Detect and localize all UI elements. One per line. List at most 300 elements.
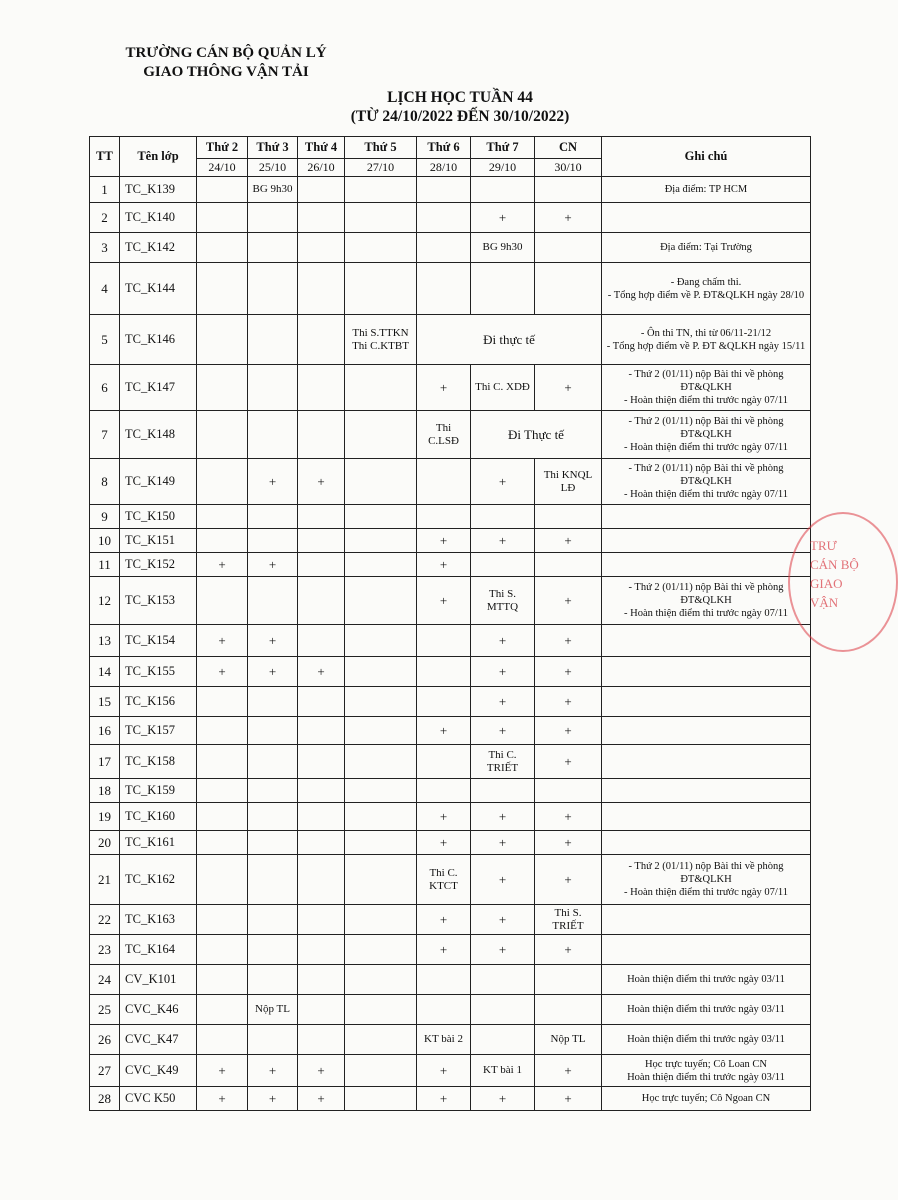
note-cell: - Thứ 2 (01/11) nộp Bài thi về phòng ĐT&QLKH - Hoàn thiện điểm thi trước ngày 07/11 (602, 365, 811, 411)
schedule-cell (248, 203, 298, 233)
header-day: Thứ 2 (197, 137, 248, 159)
schedule-cell (197, 529, 248, 553)
schedule-cell (197, 411, 248, 459)
schedule-cell (417, 177, 471, 203)
note-cell: Học trực tuyến; Cô Ngoan CN (602, 1087, 811, 1111)
schedule-cell: + (535, 577, 602, 625)
schedule-cell (345, 1025, 417, 1055)
row-number: 18 (90, 779, 120, 803)
schedule-cell: + (535, 1055, 602, 1087)
table-row (90, 965, 811, 995)
header-day: Thứ 5 (345, 137, 417, 159)
schedule-cell (471, 995, 535, 1025)
schedule-cell (248, 263, 298, 315)
schedule-cell (197, 177, 248, 203)
schedule-cell (417, 687, 471, 717)
note-cell (602, 935, 811, 965)
header-date: 29/10 (471, 159, 535, 177)
table-row (90, 905, 811, 935)
note-cell: - Đang chấm thi. - Tổng hợp điểm về P. ĐT&QLKH ngày 28/10 (602, 263, 811, 315)
table-row (90, 717, 811, 745)
table-row (90, 365, 811, 411)
schedule-cell: + (197, 1055, 248, 1087)
note-cell: Hoàn thiện điểm thi trước ngày 03/11 (602, 1025, 811, 1055)
table-row (90, 233, 811, 263)
schedule-cell (298, 779, 345, 803)
schedule-cell (248, 717, 298, 745)
schedule-cell: + (535, 687, 602, 717)
schedule-cell (471, 553, 535, 577)
row-number: 13 (90, 625, 120, 657)
schedule-cell (345, 263, 417, 315)
table-row (90, 411, 811, 459)
class-name: CV_K101 (120, 965, 197, 995)
note-cell: Hoàn thiện điểm thi trước ngày 03/11 (602, 995, 811, 1025)
table-row (90, 203, 811, 233)
schedule-cell (345, 717, 417, 745)
header-day: Thứ 3 (248, 137, 298, 159)
note-cell (602, 529, 811, 553)
schedule-cell (248, 529, 298, 553)
note-cell (602, 625, 811, 657)
schedule-title-line-1: LỊCH HỌC TUẦN 44 (387, 89, 533, 106)
table-row (90, 577, 811, 625)
row-number: 20 (90, 831, 120, 855)
schedule-cell (345, 855, 417, 905)
schedule-cell: + (471, 855, 535, 905)
class-name: TC_K157 (120, 717, 197, 745)
schedule-cell (248, 365, 298, 411)
schedule-cell: + (535, 529, 602, 553)
class-name: TC_K139 (120, 177, 197, 203)
class-name: TC_K164 (120, 935, 197, 965)
header-day: Thứ 6 (417, 137, 471, 159)
schedule-cell: + (535, 203, 602, 233)
class-name: TC_K142 (120, 233, 197, 263)
header-date: 30/10 (535, 159, 602, 177)
class-name: TC_K162 (120, 855, 197, 905)
stamp-text: TRƯ (810, 538, 837, 553)
row-number: 14 (90, 657, 120, 687)
schedule-cell: + (248, 1055, 298, 1087)
schedule-cell: + (298, 657, 345, 687)
schedule-cell: + (197, 657, 248, 687)
note-cell (602, 717, 811, 745)
class-name: TC_K152 (120, 553, 197, 577)
schedule-cell (197, 779, 248, 803)
schedule-cell (298, 687, 345, 717)
table-row (90, 625, 811, 657)
table-row (90, 1087, 811, 1111)
schedule-cell: + (535, 803, 602, 831)
table-row (90, 553, 811, 577)
schedule-cell (298, 803, 345, 831)
note-cell: Hoàn thiện điểm thi trước ngày 03/11 (602, 965, 811, 995)
schedule-cell: + (471, 657, 535, 687)
schedule-cell: + (417, 935, 471, 965)
header-date: 27/10 (345, 159, 417, 177)
schedule-cell: BG 9h30 (248, 177, 298, 203)
schedule-cell (248, 803, 298, 831)
schedule-cell: + (471, 935, 535, 965)
schedule-cell: + (417, 577, 471, 625)
schedule-cell: + (471, 687, 535, 717)
schedule-cell (248, 905, 298, 935)
schedule-cell (298, 935, 345, 965)
schedule-cell (535, 995, 602, 1025)
schedule-cell (248, 577, 298, 625)
table-row (90, 459, 811, 505)
schedule-cell: Thi C. XDĐ (471, 365, 535, 411)
schedule-cell (298, 411, 345, 459)
row-number: 3 (90, 233, 120, 263)
schedule-title (300, 88, 620, 126)
schedule-cell (345, 745, 417, 779)
schedule-cell: + (535, 717, 602, 745)
schedule-cell: BG 9h30 (471, 233, 535, 263)
table-row (90, 855, 811, 905)
schedule-cell (345, 965, 417, 995)
header-date: 25/10 (248, 159, 298, 177)
schedule-cell: Thi C.LSĐ (417, 411, 471, 459)
schedule-cell (417, 233, 471, 263)
row-number: 21 (90, 855, 120, 905)
schedule-cell: Thi KNQL LĐ (535, 459, 602, 505)
schedule-cell (345, 577, 417, 625)
schedule-cell (298, 745, 345, 779)
note-cell (602, 687, 811, 717)
schedule-cell (197, 831, 248, 855)
schedule-cell (345, 1087, 417, 1111)
schedule-cell (471, 779, 535, 803)
schedule-cell (471, 263, 535, 315)
schedule-cell: + (197, 1087, 248, 1111)
schedule-cell (471, 505, 535, 529)
note-cell: - Thứ 2 (01/11) nộp Bài thi về phòng ĐT&QLKH - Hoàn thiện điểm thi trước ngày 07/11 (602, 459, 811, 505)
note-cell (602, 745, 811, 779)
schedule-cell (535, 553, 602, 577)
note-cell (602, 905, 811, 935)
schedule-cell: + (248, 625, 298, 657)
table-row (90, 315, 811, 365)
schedule-cell (298, 577, 345, 625)
note-cell: Địa điểm: Tại Trường (602, 233, 811, 263)
schedule-cell (345, 505, 417, 529)
row-number: 15 (90, 687, 120, 717)
schedule-cell: Nộp TL (248, 995, 298, 1025)
note-cell: - Ôn thi TN, thi từ 06/11-21/12 - Tổng hợp điểm về P. ĐT &QLKH ngày 15/11 (602, 315, 811, 365)
schedule-cell: + (417, 831, 471, 855)
schedule-cell: + (417, 365, 471, 411)
schedule-cell (535, 779, 602, 803)
class-name: TC_K148 (120, 411, 197, 459)
row-number: 22 (90, 905, 120, 935)
schedule-cell: + (535, 935, 602, 965)
schedule-cell (248, 965, 298, 995)
schedule-cell: Đi Thực tế (471, 411, 602, 459)
schedule-cell (298, 553, 345, 577)
note-cell (602, 831, 811, 855)
schedule-cell (298, 315, 345, 365)
schedule-cell (248, 745, 298, 779)
schedule-cell: + (298, 1087, 345, 1111)
schedule-cell (248, 687, 298, 717)
schedule-cell (197, 855, 248, 905)
schedule-cell (345, 553, 417, 577)
note-cell (602, 505, 811, 529)
schedule-cell (248, 1025, 298, 1055)
schedule-cell (345, 233, 417, 263)
note-cell: Địa điểm: TP HCM (602, 177, 811, 203)
class-name: TC_K155 (120, 657, 197, 687)
schedule-cell (197, 315, 248, 365)
schedule-cell (345, 411, 417, 459)
schedule-cell (535, 177, 602, 203)
table-row (90, 1025, 811, 1055)
header-date: 28/10 (417, 159, 471, 177)
table-row (90, 935, 811, 965)
schedule-cell (535, 965, 602, 995)
class-name: TC_K154 (120, 625, 197, 657)
schedule-cell: Thi S. TRIẾT (535, 905, 602, 935)
schedule-cell (298, 365, 345, 411)
class-name: TC_K156 (120, 687, 197, 717)
schedule-cell (197, 965, 248, 995)
header-date: 24/10 (197, 159, 248, 177)
schedule-cell (417, 965, 471, 995)
note-cell (602, 553, 811, 577)
schedule-cell: + (197, 625, 248, 657)
schedule-table (89, 136, 811, 1111)
row-number: 4 (90, 263, 120, 315)
class-name: TC_K140 (120, 203, 197, 233)
class-name: TC_K158 (120, 745, 197, 779)
schedule-cell: Thi S. MTTQ (471, 577, 535, 625)
schedule-cell (417, 779, 471, 803)
schedule-cell (298, 263, 345, 315)
row-number: 27 (90, 1055, 120, 1087)
schedule-cell (197, 365, 248, 411)
schedule-cell (197, 935, 248, 965)
schedule-cell: + (471, 905, 535, 935)
schedule-title-line-2: (TỪ 24/10/2022 ĐẾN 30/10/2022) (350, 108, 570, 125)
note-cell: - Thứ 2 (01/11) nộp Bài thi về phòng ĐT&QLKH - Hoàn thiện điểm thi trước ngày 07/11 (602, 577, 811, 625)
row-number: 12 (90, 577, 120, 625)
schedule-cell (345, 935, 417, 965)
schedule-cell (535, 505, 602, 529)
class-name: TC_K147 (120, 365, 197, 411)
schedule-cell: + (471, 831, 535, 855)
class-name: CVC_K47 (120, 1025, 197, 1055)
schedule-cell: + (535, 745, 602, 779)
table-row (90, 779, 811, 803)
row-number: 25 (90, 995, 120, 1025)
table-row (90, 657, 811, 687)
schedule-cell (417, 657, 471, 687)
stamp-text: GIAO (810, 576, 843, 591)
schedule-cell (197, 233, 248, 263)
schedule-cell: + (417, 1087, 471, 1111)
schedule-cell (197, 505, 248, 529)
schedule-cell: KT bài 2 (417, 1025, 471, 1055)
schedule-cell: + (417, 1055, 471, 1087)
schedule-cell (417, 263, 471, 315)
row-number: 17 (90, 745, 120, 779)
row-number: 16 (90, 717, 120, 745)
row-number: 9 (90, 505, 120, 529)
class-name: TC_K149 (120, 459, 197, 505)
schedule-cell: + (298, 459, 345, 505)
schedule-cell (298, 233, 345, 263)
schedule-cell: Thi S.TTKN Thi C.KTBT (345, 315, 417, 365)
schedule-cell: + (535, 855, 602, 905)
note-cell: - Thứ 2 (01/11) nộp Bài thi về phòng ĐT&QLKH - Hoàn thiện điểm thi trước ngày 07/11 (602, 411, 811, 459)
class-name: TC_K163 (120, 905, 197, 935)
schedule-cell (298, 831, 345, 855)
schedule-cell (298, 855, 345, 905)
row-number: 8 (90, 459, 120, 505)
row-number: 11 (90, 553, 120, 577)
class-name: TC_K144 (120, 263, 197, 315)
schedule-cell (197, 905, 248, 935)
note-cell (602, 657, 811, 687)
schedule-cell (298, 965, 345, 995)
table-row (90, 529, 811, 553)
schedule-cell: + (248, 459, 298, 505)
schedule-cell (248, 233, 298, 263)
note-cell: - Thứ 2 (01/11) nộp Bài thi về phòng ĐT&QLKH - Hoàn thiện điểm thi trước ngày 07/11 (602, 855, 811, 905)
header-class-name: Tên lớp (120, 137, 197, 177)
header-day: CN (535, 137, 602, 159)
schedule-cell: Thi C. TRIẾT (471, 745, 535, 779)
schedule-cell (298, 717, 345, 745)
schedule-cell (298, 505, 345, 529)
schedule-cell (298, 905, 345, 935)
schedule-cell (417, 203, 471, 233)
schedule-cell: + (471, 803, 535, 831)
schedule-cell: Thi C. KTCT (417, 855, 471, 905)
class-name: TC_K146 (120, 315, 197, 365)
schedule-cell (345, 803, 417, 831)
schedule-cell (471, 177, 535, 203)
schedule-cell (298, 995, 345, 1025)
header-date: 26/10 (298, 159, 345, 177)
table-row (90, 1055, 811, 1087)
class-name: CVC_K49 (120, 1055, 197, 1087)
schedule-cell (248, 505, 298, 529)
schedule-cell (298, 1025, 345, 1055)
schedule-cell (345, 905, 417, 935)
schedule-cell: + (471, 459, 535, 505)
row-number: 7 (90, 411, 120, 459)
row-number: 1 (90, 177, 120, 203)
schedule-cell: + (417, 905, 471, 935)
schedule-cell (298, 203, 345, 233)
schedule-cell (345, 657, 417, 687)
row-number: 5 (90, 315, 120, 365)
schedule-cell (345, 529, 417, 553)
schedule-cell (417, 505, 471, 529)
class-name: TC_K161 (120, 831, 197, 855)
schedule-cell (197, 263, 248, 315)
class-name: TC_K153 (120, 577, 197, 625)
schedule-cell: + (417, 529, 471, 553)
stamp-text: CÁN BỘ (810, 557, 859, 572)
schedule-cell (345, 203, 417, 233)
class-name: TC_K159 (120, 779, 197, 803)
schedule-cell: Đi thực tế (417, 315, 602, 365)
stamp-text: VẬN (810, 595, 839, 610)
organization-line-2: GIAO THÔNG VẬN TẢI (143, 64, 309, 80)
schedule-cell (345, 625, 417, 657)
table-row (90, 177, 811, 203)
row-number: 24 (90, 965, 120, 995)
schedule-cell (471, 1025, 535, 1055)
row-number: 26 (90, 1025, 120, 1055)
schedule-cell: + (535, 365, 602, 411)
header-day: Thứ 4 (298, 137, 345, 159)
schedule-cell (345, 365, 417, 411)
schedule-cell (248, 315, 298, 365)
schedule-cell (417, 995, 471, 1025)
schedule-cell (298, 177, 345, 203)
row-number: 23 (90, 935, 120, 965)
table-row (90, 505, 811, 529)
schedule-cell: + (248, 1087, 298, 1111)
note-cell (602, 803, 811, 831)
table-row (90, 803, 811, 831)
organization-name (96, 44, 356, 82)
schedule-cell (535, 263, 602, 315)
note-cell (602, 779, 811, 803)
schedule-cell (417, 459, 471, 505)
schedule-cell (248, 779, 298, 803)
schedule-cell (197, 1025, 248, 1055)
schedule-cell: + (197, 553, 248, 577)
schedule-cell: + (471, 717, 535, 745)
schedule-cell: + (471, 529, 535, 553)
table-row (90, 263, 811, 315)
schedule-cell (298, 625, 345, 657)
schedule-cell (248, 411, 298, 459)
row-number: 2 (90, 203, 120, 233)
schedule-cell: + (417, 803, 471, 831)
table-row (90, 831, 811, 855)
schedule-cell (417, 745, 471, 779)
schedule-cell (471, 965, 535, 995)
schedule-cell: + (298, 1055, 345, 1087)
schedule-cell (345, 459, 417, 505)
schedule-cell: + (248, 553, 298, 577)
class-name: CVC K50 (120, 1087, 197, 1111)
row-number: 28 (90, 1087, 120, 1111)
note-cell (602, 203, 811, 233)
row-number: 6 (90, 365, 120, 411)
schedule-cell (248, 935, 298, 965)
schedule-cell (535, 233, 602, 263)
schedule-cell (197, 803, 248, 831)
schedule-cell (345, 995, 417, 1025)
schedule-cell (417, 625, 471, 657)
class-name: TC_K160 (120, 803, 197, 831)
schedule-cell: Nộp TL (535, 1025, 602, 1055)
schedule-cell (345, 687, 417, 717)
schedule-cell: + (471, 625, 535, 657)
schedule-cell (248, 855, 298, 905)
schedule-cell: + (535, 831, 602, 855)
class-name: TC_K151 (120, 529, 197, 553)
schedule-cell (298, 529, 345, 553)
